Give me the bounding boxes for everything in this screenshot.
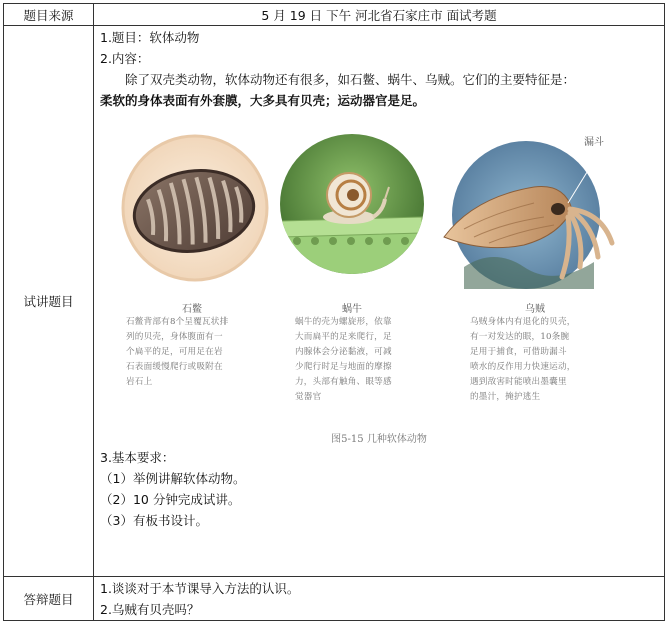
source-label: 题目来源 xyxy=(4,4,94,26)
snail-desc-line: 大而扁平的足来爬行，足 xyxy=(295,332,392,342)
content-intro: 除了双壳类动物，软体动物还有很多，如石鳖、蜗牛、乌贼。它们的主要特征是： xyxy=(125,72,576,87)
snail-name: 蜗牛 xyxy=(342,304,362,315)
defense-row xyxy=(4,577,665,621)
chiton-image xyxy=(120,133,270,283)
source-value: 5 月 19 日 下午 河北省石家庄市 面试考题 xyxy=(94,4,665,26)
defense-content xyxy=(94,577,665,621)
squid-desc-line: 喷水的反作用力快速运动， xyxy=(470,362,576,372)
defense-question: 2.乌贼有贝壳吗？ xyxy=(100,602,200,617)
snail-image xyxy=(277,129,427,279)
chiton-desc-line: 石表面缓慢爬行或吸附在 xyxy=(126,362,223,372)
requirements-heading: 3.基本要求： xyxy=(100,450,175,465)
snail-desc-line: 内腺体会分泌黏液，可减 xyxy=(295,347,392,357)
lecture-content xyxy=(94,26,665,577)
squid-image xyxy=(434,117,624,289)
exam-sheet xyxy=(3,3,665,621)
chiton-description xyxy=(126,315,228,390)
lecture-row xyxy=(4,26,665,577)
requirement-item: （1）举例讲解软体动物。 xyxy=(100,471,246,486)
squid-desc-line: 足用于捕食，可借助漏斗 xyxy=(470,347,567,357)
snail-description xyxy=(295,315,392,405)
header-row xyxy=(4,4,665,26)
snail-desc-line: 蜗牛的壳为螺旋形，依靠 xyxy=(295,317,392,327)
lecture-topic: 1.题目：软体动物 xyxy=(100,30,200,45)
squid-desc-line: 有一对发达的眼，10条腕 xyxy=(470,332,570,342)
figure-caption: 图5-15 几种软体动物 xyxy=(331,434,427,445)
chiton-desc-line: 石鳖背部有8个呈覆瓦状排 xyxy=(126,317,229,327)
squid-desc-line: 的墨汁，掩护逃生 xyxy=(470,392,541,402)
squid-description xyxy=(470,315,576,405)
funnel-annotation: 漏斗 xyxy=(584,137,604,148)
requirement-item: （3）有板书设计。 xyxy=(100,513,208,528)
content-heading: 2.内容： xyxy=(100,51,150,66)
lecture-label: 试讲题目 xyxy=(4,26,94,577)
requirement-item: （2）10 分钟完成试讲。 xyxy=(100,492,241,507)
chiton-name: 石鳖 xyxy=(182,304,202,315)
chiton-desc-line: 列的贝壳，身体腹面有一 xyxy=(126,332,223,342)
defense-question: 1.谈谈对于本节课导入方法的认识。 xyxy=(100,581,300,596)
defense-label: 答辩题目 xyxy=(4,577,94,621)
snail-desc-line: 力，头部有触角、眼等感 xyxy=(295,377,392,387)
textbook-figure xyxy=(100,111,658,445)
chiton-desc-line: 岩石上 xyxy=(126,377,153,387)
squid-name: 乌贼 xyxy=(525,304,545,315)
squid-desc-line: 乌贼身体内有退化的贝壳， xyxy=(470,317,576,327)
chiton-desc-line: 个扁平的足，可用足在岩 xyxy=(126,347,223,357)
snail-desc-line: 少爬行时足与地面的摩擦 xyxy=(295,362,392,372)
squid-desc-line: 遇到敌害时能喷出墨囊里 xyxy=(470,377,567,387)
snail-desc-line: 觉器官 xyxy=(295,392,322,402)
content-feature: 柔软的身体表面有外套膜，大多具有贝壳；运动器官是足。 xyxy=(100,93,426,108)
